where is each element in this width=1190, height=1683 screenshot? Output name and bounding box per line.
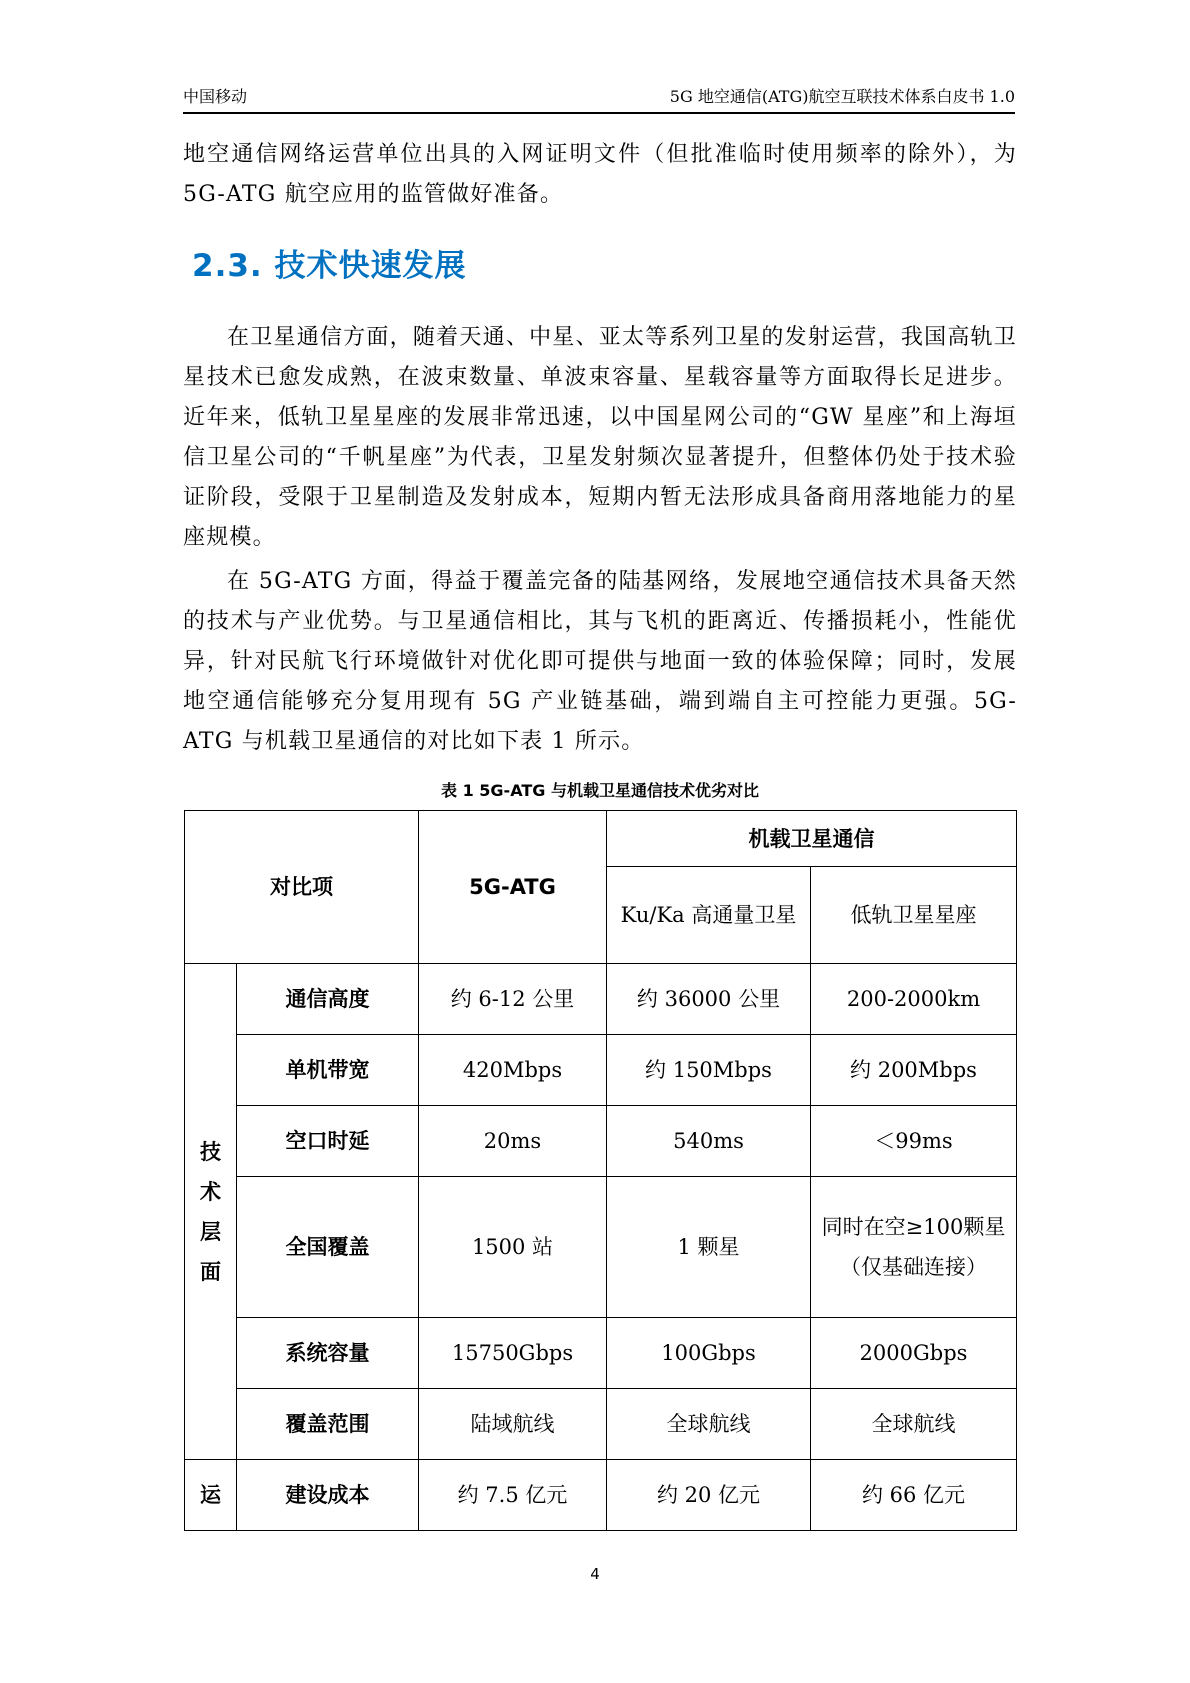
cell-kuka: 约 150Mbps xyxy=(607,1035,811,1106)
table-row xyxy=(185,1318,1017,1389)
cell-kuka: 1 颗星 xyxy=(607,1177,811,1318)
paragraph-satellite: 在卫星通信方面，随着天通、中星、亚太等系列卫星的发射运营，我国高轨卫星技术已愈发成熟，在波束数量、单波束容量、星载容量等方面取得长足进步。近年来，低轨卫星星座的发展非常迅速，以中国星网公司的“GW 星座”和上海垣信卫星公司的“千帆星座”为代表，卫星发射频次显著提升，但整体仍处于技术验证阶段，受限于卫星制造及发射成本，短期内暂无法形成具备商用落地能力的星座规模。 xyxy=(183,325,1017,550)
row-item: 覆盖范围 xyxy=(237,1389,419,1460)
cell-leo: 约 200Mbps xyxy=(811,1035,1017,1106)
header-compare-item: 对比项 xyxy=(185,811,419,964)
comparison-table xyxy=(184,810,1017,1531)
cell-atg: 1500 站 xyxy=(419,1177,607,1318)
cell-leo: ＜99ms xyxy=(811,1106,1017,1177)
table-row xyxy=(185,1177,1017,1318)
table-caption: 表 1 5G-ATG 与机载卫星通信技术优劣对比 xyxy=(441,781,759,800)
header-company: 中国移动 xyxy=(183,87,248,106)
row-item: 通信高度 xyxy=(237,964,419,1035)
table-row xyxy=(185,964,1017,1035)
page-number: 4 xyxy=(590,1565,600,1583)
paragraph-5g-atg: 在 5G-ATG 方面，得益于覆盖完备的陆基网络，发展地空通信技术具备天然的技术与产业优势。与卫星通信相比，其与飞机的距离近、传播损耗小，性能优异，针对民航飞行环境做针对优化即可提供与地面一致的体验保障；同时，发展地空通信能够充分复用现有 5G 产业链基础，端到端自主可控能力更强。5G-ATG 与机载卫星通信的对比如下表 1 所示。 xyxy=(183,569,1017,754)
cell-atg: 20ms xyxy=(419,1106,607,1177)
row-item: 单机带宽 xyxy=(237,1035,419,1106)
row-item: 建设成本 xyxy=(237,1460,419,1531)
cell-kuka: 约 20 亿元 xyxy=(607,1460,811,1531)
cell-atg: 约 6-12 公里 xyxy=(419,964,607,1035)
cell-kuka: 100Gbps xyxy=(607,1318,811,1389)
header-kuka: Ku/Ka 高通量卫星 xyxy=(607,867,811,964)
section-heading: 2.3. 技术快速发展 xyxy=(192,248,467,284)
cell-leo: 200-2000km xyxy=(811,964,1017,1035)
row-item: 系统容量 xyxy=(237,1318,419,1389)
cell-atg: 15750Gbps xyxy=(419,1318,607,1389)
header-5g-atg: 5G-ATG xyxy=(419,811,607,964)
cell-atg: 陆域航线 xyxy=(419,1389,607,1460)
row-item: 全国覆盖 xyxy=(237,1177,419,1318)
table-row xyxy=(185,1460,1017,1531)
cell-leo: 全球航线 xyxy=(811,1389,1017,1460)
header-satellite-group: 机载卫星通信 xyxy=(607,811,1017,867)
cell-leo: 2000Gbps xyxy=(811,1318,1017,1389)
group-tech: 技术层面 xyxy=(185,964,237,1460)
intro-paragraph: 地空通信网络运营单位出具的入网证明文件（但批准临时使用频率的除外），为5G-ATG 航空应用的监管做好准备。 xyxy=(183,142,1017,207)
page-header xyxy=(183,86,1015,114)
cell-atg: 约 7.5 亿元 xyxy=(419,1460,607,1531)
row-item: 空口时延 xyxy=(237,1106,419,1177)
group-ops: 运 xyxy=(185,1460,237,1531)
cell-kuka: 约 36000 公里 xyxy=(607,964,811,1035)
cell-atg: 420Mbps xyxy=(419,1035,607,1106)
cell-kuka: 540ms xyxy=(607,1106,811,1177)
cell-leo: 约 66 亿元 xyxy=(811,1460,1017,1531)
table-header-row xyxy=(185,811,1017,867)
table-row xyxy=(185,1106,1017,1177)
header-leo: 低轨卫星星座 xyxy=(811,867,1017,964)
table-row xyxy=(185,1035,1017,1106)
header-doc-title: 5G 地空通信(ATG)航空互联技术体系白皮书 1.0 xyxy=(669,87,1015,106)
cell-kuka: 全球航线 xyxy=(607,1389,811,1460)
table-row xyxy=(185,1389,1017,1460)
cell-leo: 同时在空≥100颗星（仅基础连接） xyxy=(811,1177,1017,1318)
